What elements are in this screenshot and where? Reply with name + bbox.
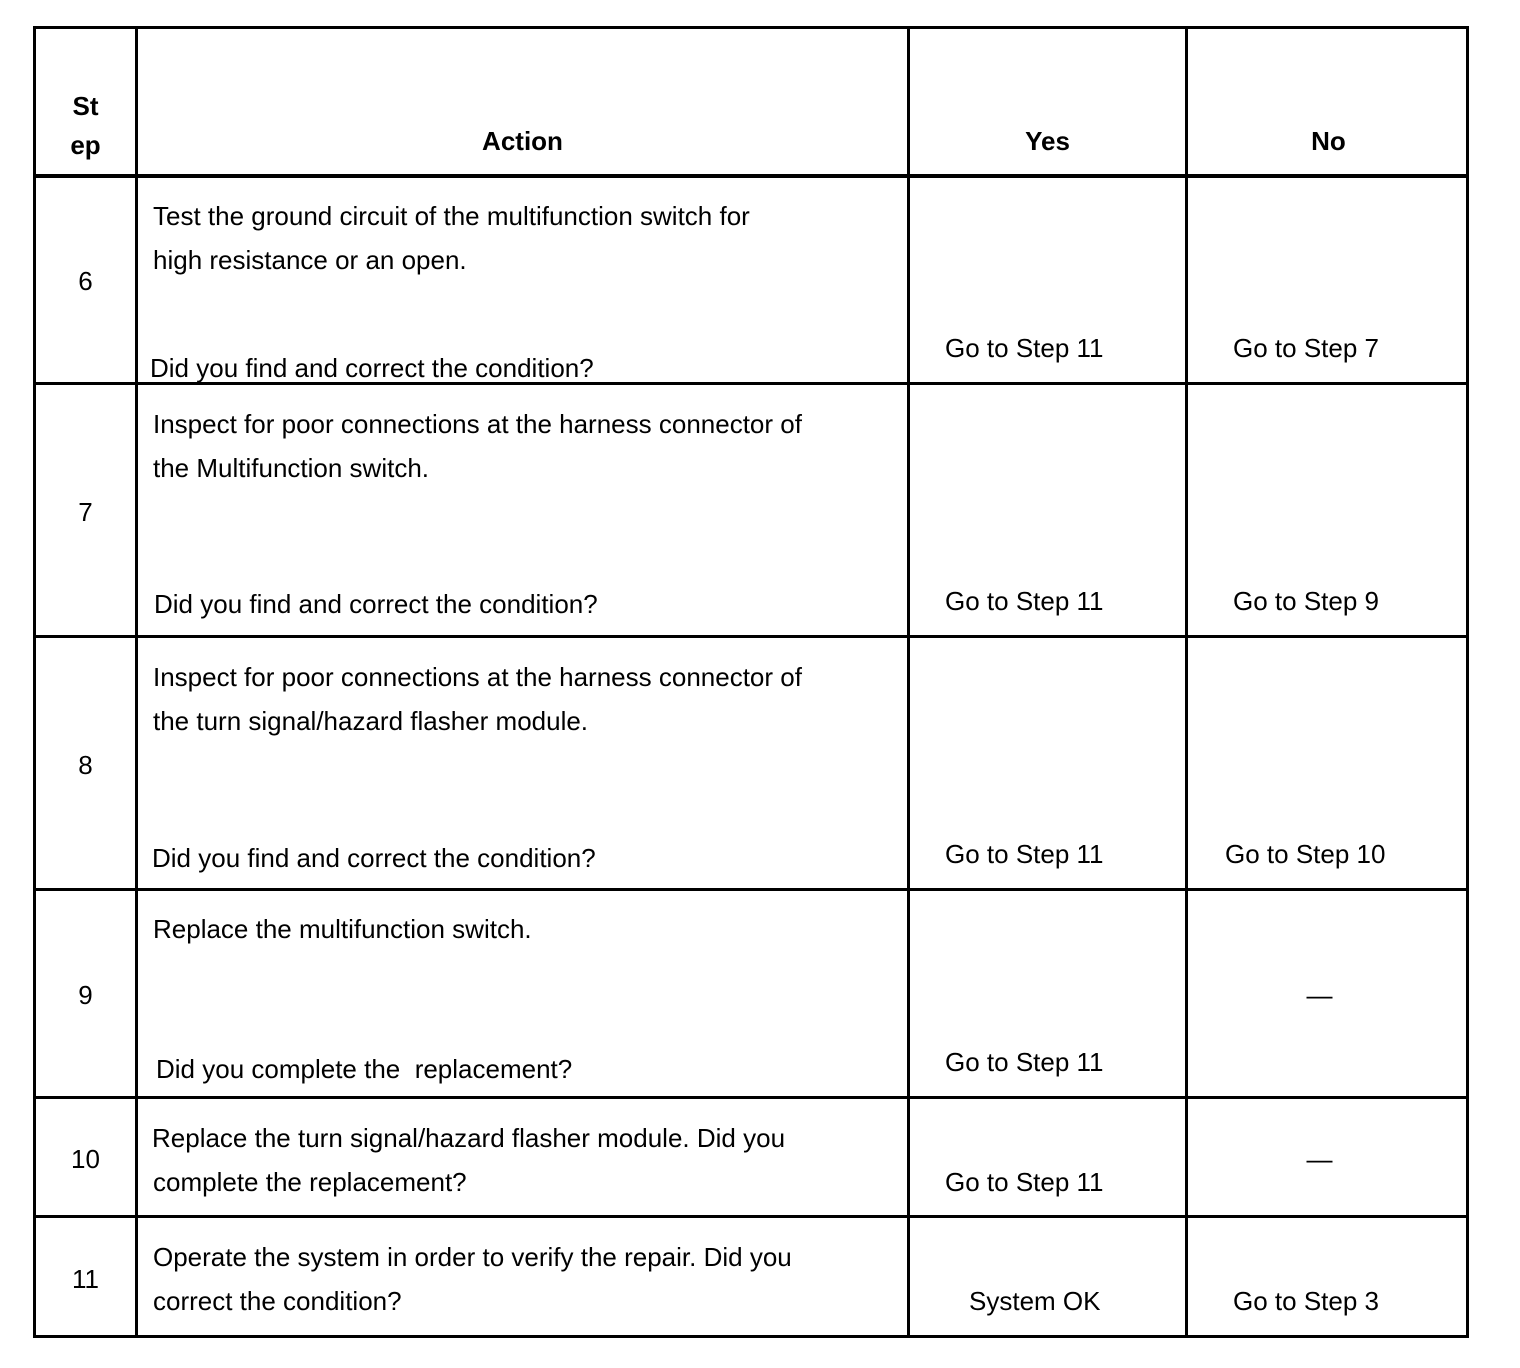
action-question: Did you find and correct the condition? xyxy=(152,843,596,873)
action-line: Replace the turn signal/hazard flasher module. Did you xyxy=(152,1123,786,1153)
row-divider xyxy=(36,888,1466,891)
row-divider xyxy=(36,635,1466,638)
yes-result: Go to Step 11 xyxy=(945,839,1104,869)
yes-result: Go to Step 11 xyxy=(945,1167,1104,1197)
action-question: Did you find and correct the condition? xyxy=(150,353,594,383)
no-result: Go to Step 7 xyxy=(1233,333,1379,363)
header-step-line2: ep xyxy=(70,130,101,160)
row-divider xyxy=(36,1215,1466,1218)
action-line: Inspect for poor connections at the harness connector of xyxy=(153,409,802,439)
header-yes: Yes xyxy=(1025,126,1070,156)
step-number: 10 xyxy=(71,1144,100,1174)
yes-result: Go to Step 11 xyxy=(945,586,1104,616)
header-step-line1: St xyxy=(72,91,99,121)
header-divider xyxy=(36,174,1466,178)
action-line: complete the replacement? xyxy=(153,1167,467,1197)
row-divider xyxy=(36,1096,1466,1099)
no-result-dash: — xyxy=(1306,1144,1333,1174)
action-line: Replace the multifunction switch. xyxy=(153,914,532,944)
no-result-dash: — xyxy=(1306,980,1333,1010)
column-divider xyxy=(135,29,138,1335)
yes-result: Go to Step 11 xyxy=(945,333,1104,363)
column-divider xyxy=(907,29,910,1335)
header-action: Action xyxy=(482,126,563,156)
diagnostic-table xyxy=(33,26,1469,1338)
action-line: Operate the system in order to verify the repair. Did you xyxy=(153,1242,792,1272)
action-line: correct the condition? xyxy=(153,1286,402,1316)
yes-result: System OK xyxy=(969,1286,1101,1316)
no-result: Go to Step 9 xyxy=(1233,586,1379,616)
action-line: the Multifunction switch. xyxy=(153,453,430,483)
header-no: No xyxy=(1311,126,1346,156)
step-number: 8 xyxy=(78,750,93,780)
step-number: 11 xyxy=(72,1264,99,1294)
action-question: Did you find and correct the condition? xyxy=(154,589,598,619)
header-step xyxy=(36,87,135,165)
action-line: the turn signal/hazard flasher module. xyxy=(153,706,589,736)
action-line: high resistance or an open. xyxy=(153,245,467,275)
action-line: Test the ground circuit of the multifunction switch for xyxy=(153,201,750,231)
step-number: 6 xyxy=(78,266,93,296)
no-result: Go to Step 3 xyxy=(1233,1286,1379,1316)
yes-result: Go to Step 11 xyxy=(945,1047,1104,1077)
step-number: 7 xyxy=(78,497,93,527)
action-question: Did you complete the replacement? xyxy=(156,1054,573,1084)
step-number: 9 xyxy=(78,980,93,1010)
action-line: Inspect for poor connections at the harness connector of xyxy=(153,662,802,692)
no-result: Go to Step 10 xyxy=(1225,839,1386,869)
